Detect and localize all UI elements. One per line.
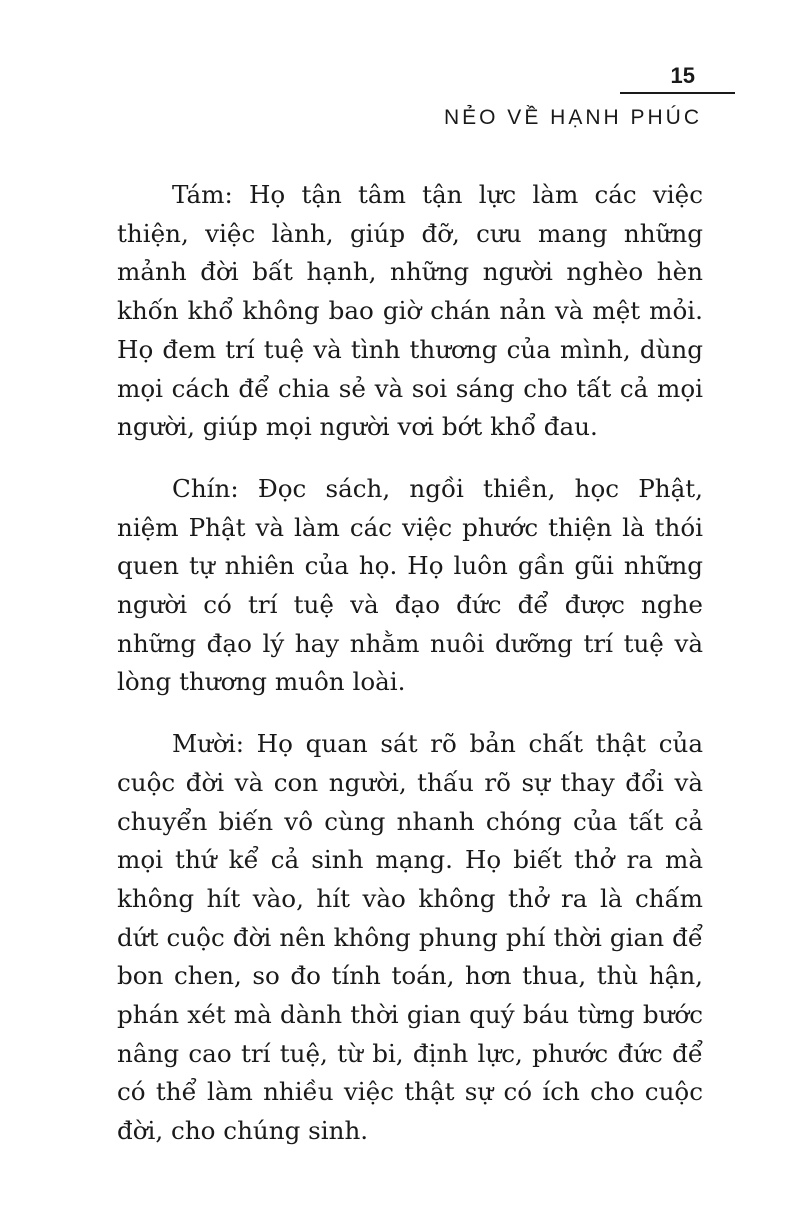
paragraph-tam: Tám: Họ tận tâm tận lực làm các việc thiện, việc lành, giúp đỡ, cưu mang những mảnh đời bất hạnh, những người nghèo hèn khốn khổ không bao giờ chán nản và mệt mỏi. Họ đem trí tuệ và tình thương của mình, dùng mọi cách để chia sẻ và soi sáng cho tất cả mọi người, giúp mọi người vơi bớt khổ đau. [117,180,703,442]
header-rule [620,92,735,94]
paragraph-muoi: Mười: Họ quan sát rõ bản chất thật của cuộc đời và con người, thấu rõ sự thay đổi và chuyển biến vô cùng nhanh chóng của tất cả mọi thứ kể cả sinh mạng. Họ biết thở ra mà không hít vào, hít vào không thở ra là chấm dứt cuộc đời nên không phung phí thời gian để bon chen, so đo tính toán, hơn thua, thù hận, phán xét mà dành thời gian quý báu từng bước nâng cao trí tuệ, từ bi, định lực, phước đức để có thể làm nhiều việc thật sự có ích cho cuộc đời, cho chúng sinh. [117,729,703,1146]
page-number: 15 [670,63,695,88]
body-text [117,176,703,1151]
running-title: NẺO VỀ HẠNH PHÚC [443,106,702,129]
paragraph-chin: Chín: Đọc sách, ngồi thiền, học Phật, niệm Phật và làm các việc phước thiện là thói quen tự nhiên của họ. Họ luôn gần gũi những người có trí tuệ và đạo đức để được nghe những đạo lý hay nhằm nuôi dưỡng trí tuệ và lòng thương muôn loài. [117,473,703,697]
